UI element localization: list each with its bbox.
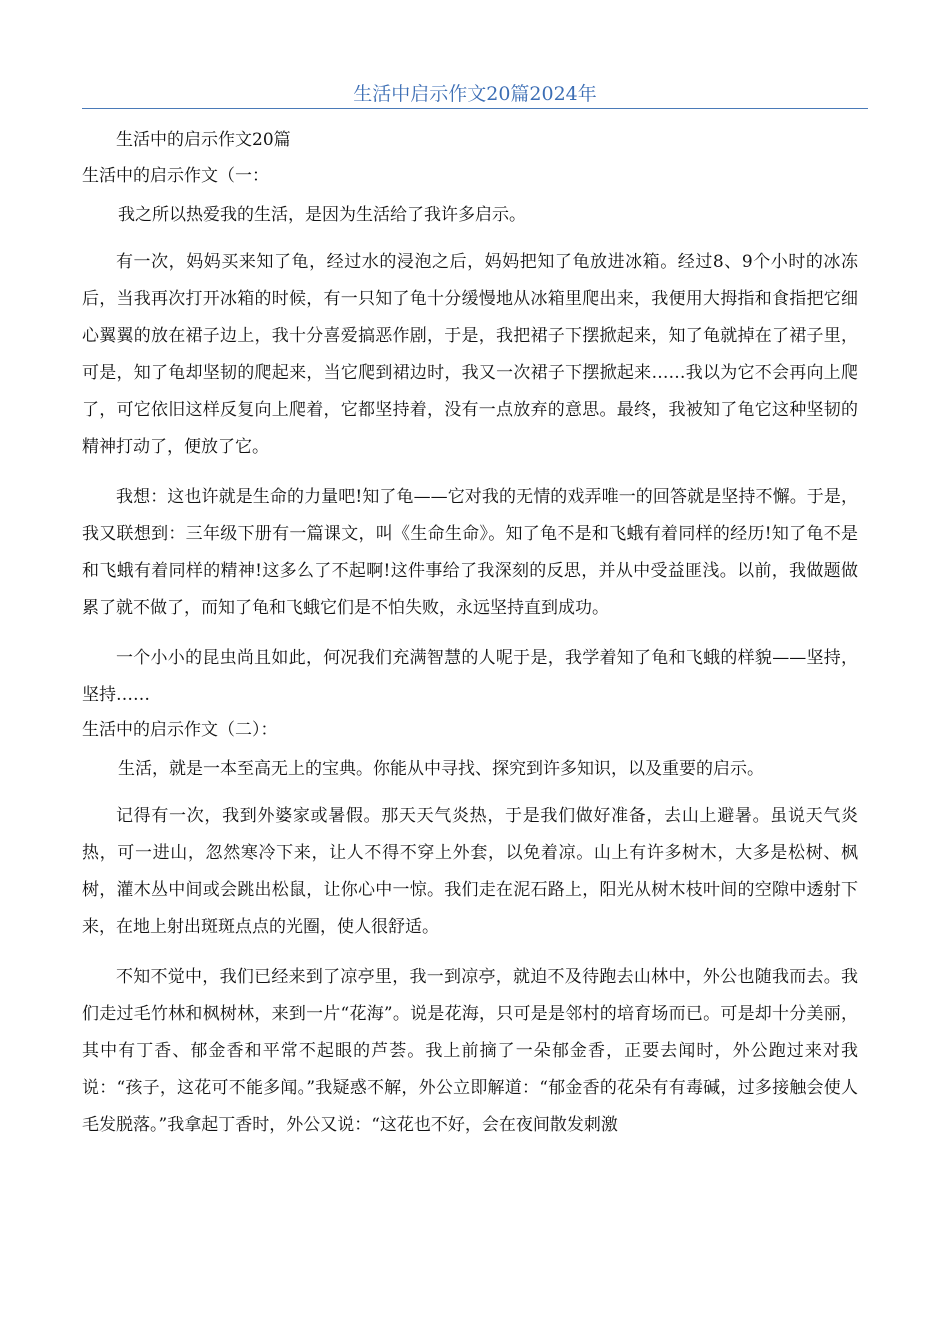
section-2-paragraph-1: 记得有一次，我到外婆家或暑假。那天天气炎热，于是我们做好准备，去山上避暑。虽说天气炎热，可一进山，忽然寒冷下来，让人不得不穿上外套，以免着凉。山上有许多树木，大多是松树、枫树，灌木丛中间或会跳出松鼠，让你心中一惊。我们走在泥石路上，阳光从树木枝叶间的空隙中透射下来，在地上射出斑斑点点的光圈，使人很舒适。 [82, 806, 858, 937]
section-2-title: 生活中的启示作文（二）： [82, 720, 278, 740]
section-1-intro: 我之所以热爱我的生活，是因为生活给了我许多启示。 [118, 205, 526, 225]
section-1-paragraph-1: 有一次，妈妈买来知了龟，经过水的浸泡之后，妈妈把知了龟放进冰箱。经过8、9个小时的冰冻后，当我再次打开冰箱的时候，有一只知了龟十分缓慢地从冰箱里爬出来，我便用大拇指和食指把它细心翼翼的放在裙子边上，我十分喜爱搞恶作剧，于是，我把裙子下摆掀起来，知了龟就掉在了裙子里，可是，知了龟却坚韧的爬起来，当它爬到裙边时，我又一次裙子下摆掀起来……我以为它不会再向上爬了，可它依旧这样反复向上爬着，它都坚持着，没有一点放弃的意思。最终，我被知了龟它这种坚韧的精神打动了，便放了它。 [82, 252, 858, 457]
page-header [82, 80, 868, 109]
section-1-paragraph-2: 我想：这也许就是生命的力量吧!知了龟——它对我的无情的戏弄唯一的回答就是坚持不懈。于是，我又联想到：三年级下册有一篇课文，叫《生命生命》。知了龟不是和飞蛾有着同样的经历!知了龟不是和飞蛾有着同样的精神!这多么了不起啊!这件事给了我深刻的反思，并从中受益匪浅。以前，我做题做累了就不做了，而知了龟和飞蛾它们是不怕失败，永远坚持直到成功。 [82, 487, 858, 618]
section-2-paragraph-2: 不知不觉中，我们已经来到了凉亭里，我一到凉亭，就迫不及待跑去山林中，外公也随我而去。我们走过毛竹林和枫树林，来到一片“花海”。说是花海，只可是是邻村的培育场而已。可是却十分美丽，其中有丁香、郁金香和平常不起眼的芦荟。我上前摘了一朵郁金香，正要去闻时，外公跑过来对我说：“孩子，这花可不能多闻。”我疑惑不解，外公立即解道：“郁金香的花朵有有毒碱，过多接触会使人毛发脱落。”我拿起丁香时，外公又说：“这花也不好，会在夜间散发刺激 [82, 967, 858, 1135]
document-subtitle: 生活中的启示作文20篇 [116, 130, 291, 150]
section-2-intro: 生活，就是一本至高无上的宝典。你能从中寻找、探究到许多知识，以及重要的启示。 [118, 759, 764, 779]
section-1-title: 生活中的启示作文（一： [82, 166, 269, 186]
section-1-paragraph-3: 一个小小的昆虫尚且如此，何况我们充满智慧的人呢于是，我学着知了龟和飞蛾的样貌——坚持，坚持…… [82, 648, 858, 705]
document-body [82, 124, 858, 1144]
header-title: 生活中启示作文20篇2024年 [353, 83, 597, 105]
